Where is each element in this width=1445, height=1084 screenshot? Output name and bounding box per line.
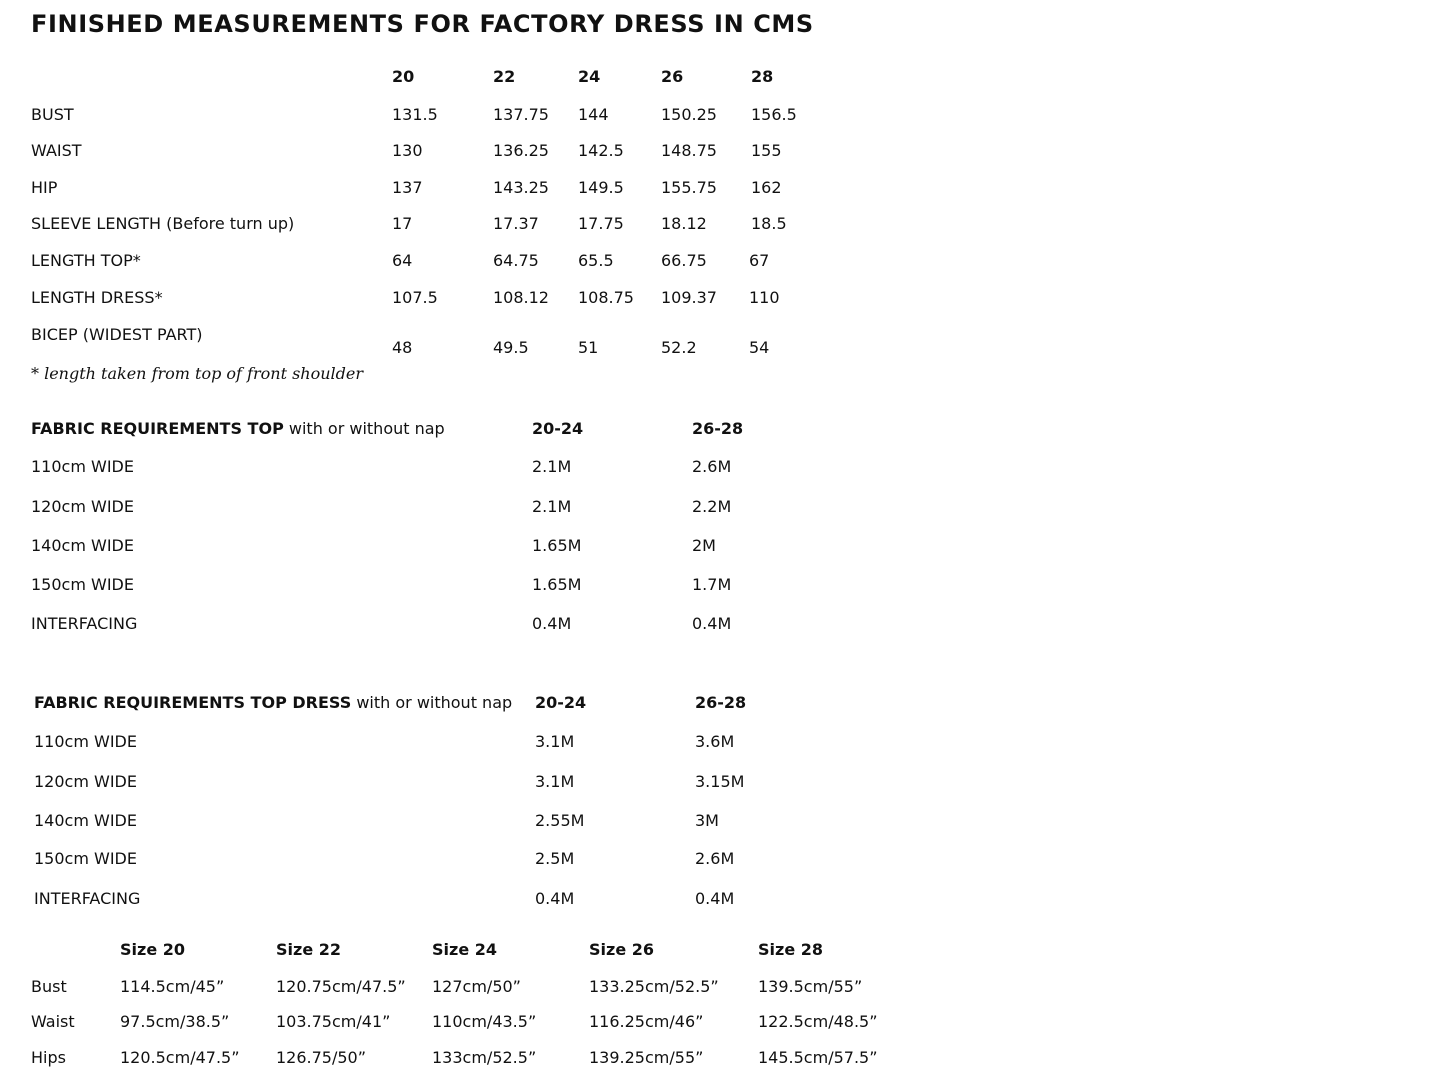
cell-value: 155: [751, 141, 782, 160]
footnote: * length taken from top of front shoulder: [31, 364, 364, 383]
cell-value: 145.5cm/57.5”: [758, 1048, 878, 1067]
size-header: 26: [661, 67, 684, 86]
cell-value: 130: [392, 141, 423, 160]
size-header: Size 22: [276, 940, 342, 959]
row-label: BICEP (WIDEST PART): [31, 325, 203, 344]
cell-value: 0.4M: [535, 889, 575, 908]
row-label: 110cm WIDE: [31, 457, 134, 476]
cell-value: 133.25cm/52.5”: [589, 977, 719, 996]
cell-value: 48: [392, 338, 413, 357]
cell-value: 2.5M: [535, 849, 575, 868]
row-label: 110cm WIDE: [34, 732, 137, 751]
cell-value: 156.5: [751, 105, 797, 124]
cell-value: 17: [392, 214, 413, 233]
row-label: SLEEVE LENGTH (Before turn up): [31, 214, 295, 233]
size-header: 28: [751, 67, 774, 86]
cell-value: 149.5: [578, 178, 624, 197]
cell-value: 2.6M: [695, 849, 735, 868]
cell-value: 110: [749, 288, 780, 307]
column-header: 20-24: [535, 693, 587, 712]
cell-value: 51: [578, 338, 599, 357]
cell-value: 137: [392, 178, 423, 197]
row-label: 120cm WIDE: [31, 497, 134, 516]
cell-value: 136.25: [493, 141, 549, 160]
cell-value: 2.1M: [532, 497, 572, 516]
cell-value: 139.25cm/55”: [589, 1048, 704, 1067]
cell-value: 120.75cm/47.5”: [276, 977, 406, 996]
cell-value: 162: [751, 178, 782, 197]
cell-value: 3M: [695, 811, 719, 830]
cell-value: 1.7M: [692, 575, 732, 594]
size-header: 20: [392, 67, 415, 86]
row-label: LENGTH DRESS*: [31, 288, 163, 307]
section-heading-bold: FABRIC REQUIREMENTS TOP: [31, 419, 284, 438]
cell-value: 148.75: [661, 141, 717, 160]
column-header: 20-24: [532, 419, 584, 438]
cell-value: 137.75: [493, 105, 549, 124]
cell-value: 2.1M: [532, 457, 572, 476]
cell-value: 143.25: [493, 178, 549, 197]
row-label: INTERFACING: [34, 889, 141, 908]
size-header: 22: [493, 67, 516, 86]
row-label: LENGTH TOP*: [31, 251, 141, 270]
column-header: 26-28: [692, 419, 744, 438]
row-label: 140cm WIDE: [31, 536, 134, 555]
cell-value: 144: [578, 105, 609, 124]
cell-value: 64.75: [493, 251, 539, 270]
row-label: Hips: [31, 1048, 66, 1067]
row-label: 120cm WIDE: [34, 772, 137, 791]
cell-value: 150.25: [661, 105, 717, 124]
cell-value: 66.75: [661, 251, 707, 270]
cell-value: 65.5: [578, 251, 614, 270]
cell-value: 120.5cm/47.5”: [120, 1048, 240, 1067]
cell-value: 18.12: [661, 214, 707, 233]
section-heading-note: with or without nap: [356, 693, 513, 712]
size-header: 24: [578, 67, 601, 86]
cell-value: 0.4M: [695, 889, 735, 908]
page-title: FINISHED MEASUREMENTS FOR FACTORY DRESS IN CMS: [31, 10, 814, 38]
row-label: Bust: [31, 977, 67, 996]
cell-value: 139.5cm/55”: [758, 977, 863, 996]
cell-value: 97.5cm/38.5”: [120, 1012, 230, 1031]
section-heading-bold: FABRIC REQUIREMENTS TOP DRESS: [34, 693, 352, 712]
cell-value: 64: [392, 251, 413, 270]
cell-value: 17.75: [578, 214, 624, 233]
cell-value: 18.5: [751, 214, 787, 233]
cell-value: 126.75/50”: [276, 1048, 367, 1067]
row-label: 150cm WIDE: [31, 575, 134, 594]
row-label: HIP: [31, 178, 58, 197]
cell-value: 131.5: [392, 105, 438, 124]
cell-value: 127cm/50”: [432, 977, 521, 996]
cell-value: 110cm/43.5”: [432, 1012, 537, 1031]
cell-value: 107.5: [392, 288, 438, 307]
row-label: INTERFACING: [31, 614, 138, 633]
row-label: BUST: [31, 105, 74, 124]
cell-value: 17.37: [493, 214, 539, 233]
size-header: Size 20: [120, 940, 186, 959]
cell-value: 2.6M: [692, 457, 732, 476]
section-heading: [34, 693, 512, 713]
cell-value: 52.2: [661, 338, 697, 357]
cell-value: 3.15M: [695, 772, 745, 791]
cell-value: 0.4M: [692, 614, 732, 633]
cell-value: 0.4M: [532, 614, 572, 633]
cell-value: 54: [749, 338, 770, 357]
cell-value: 155.75: [661, 178, 717, 197]
cell-value: 49.5: [493, 338, 529, 357]
cell-value: 109.37: [661, 288, 717, 307]
cell-value: 114.5cm/45”: [120, 977, 225, 996]
cell-value: 3.1M: [535, 732, 575, 751]
cell-value: 142.5: [578, 141, 624, 160]
cell-value: 133cm/52.5”: [432, 1048, 537, 1067]
cell-value: 108.12: [493, 288, 549, 307]
cell-value: 108.75: [578, 288, 634, 307]
cell-value: 2.55M: [535, 811, 585, 830]
row-label: 140cm WIDE: [34, 811, 137, 830]
cell-value: 3.6M: [695, 732, 735, 751]
section-heading: [31, 419, 445, 439]
cell-value: 2M: [692, 536, 716, 555]
row-label: Waist: [31, 1012, 75, 1031]
column-header: 26-28: [695, 693, 747, 712]
cell-value: 2.2M: [692, 497, 732, 516]
cell-value: 3.1M: [535, 772, 575, 791]
section-heading-note: with or without nap: [288, 419, 445, 438]
size-header: Size 24: [432, 940, 498, 959]
cell-value: 67: [749, 251, 770, 270]
cell-value: 116.25cm/46”: [589, 1012, 704, 1031]
cell-value: 1.65M: [532, 536, 582, 555]
row-label: 150cm WIDE: [34, 849, 137, 868]
row-label: WAIST: [31, 141, 82, 160]
cell-value: 1.65M: [532, 575, 582, 594]
cell-value: 103.75cm/41”: [276, 1012, 391, 1031]
size-header: Size 26: [589, 940, 655, 959]
cell-value: 122.5cm/48.5”: [758, 1012, 878, 1031]
size-header: Size 28: [758, 940, 824, 959]
